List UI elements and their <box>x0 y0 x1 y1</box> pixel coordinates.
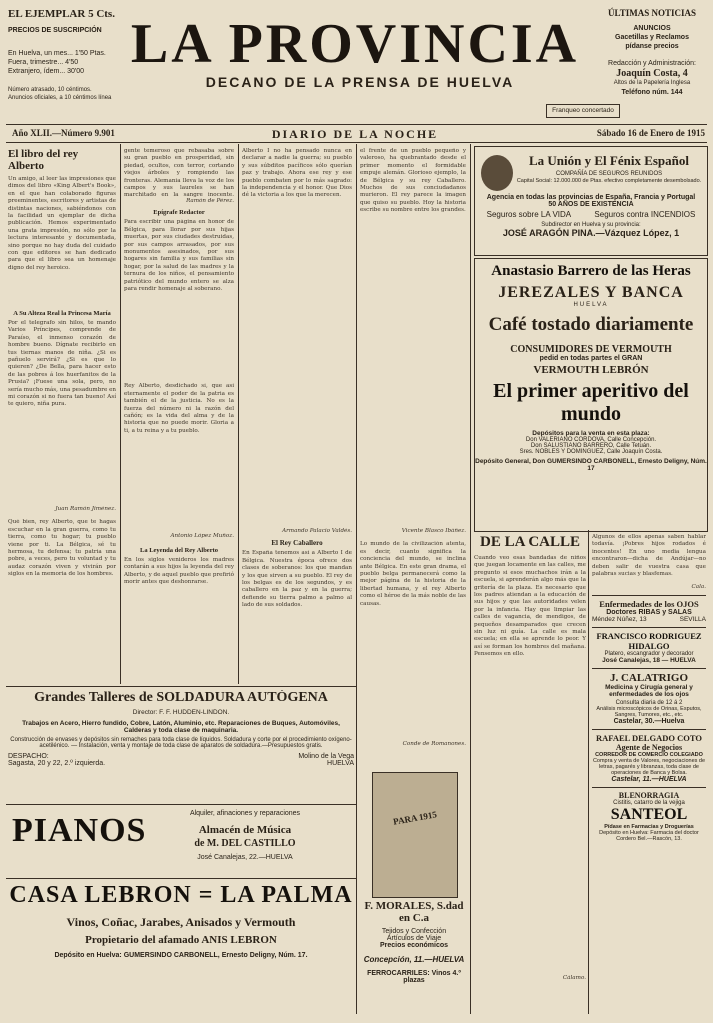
ad-ojos-title: Enfermedades de los OJOS <box>599 599 699 610</box>
article-2-text: Por el telegrafo sin hilos, te mando Varios Príncipes, comprende de Paraíso, el inmenso corazón de hombre bueno. Dígnate recibirlo en tus tiernas manos de niña. ¿Si es pañuelo servirá? ¿Si es que lo quieren? ¿De Bella, para hacer esto de las pobres á los huerfanitos de la Prusia? ¡Fuese una sola, pero, no sería mucho más, una pesadumbre en mi corazón si no fuera tan bueno! Así te quiero, niña pura. <box>8 320 116 408</box>
subs-line-1: En Huelva, un mes... 1'50 Ptas. <box>8 50 106 57</box>
ad-despacho-addr: Sagasta, 20 y 22, 2.º izquierda. <box>8 760 106 767</box>
masthead-title: LA PROVINCIA <box>130 13 580 75</box>
ad-santeol-dep: Depósito en Huelva: Farmacia del doctor Cordero Bel.—Rascón, 13. <box>599 830 699 843</box>
right-line-1: ANUNCIOS <box>633 25 671 32</box>
ad-morales-addr: Concepción, 11.—HUELVA <box>363 955 465 964</box>
tagline: DIARIO DE LA NOCHE <box>271 127 439 141</box>
ad-rodriguez <box>592 627 706 664</box>
ad-morales-ferro: FERROCARRILES: Vinos 4.º plazas <box>367 970 461 984</box>
ad-calatrigo-sub: Medicina y Cirugía general y enfermedades de los ojos <box>605 684 693 699</box>
ad-santeol <box>592 787 706 842</box>
ad-morales-title: F. MORALES, S.dad en C.a <box>364 900 464 924</box>
ad-depositos: Depósitos para la venta en esta plaza: <box>532 430 650 437</box>
article-3-text: Qué bien, rey Alberto, que te hagas escuchar en la gran guerra, como tu tierra, como tu hogar; tu pueblo viene por ti. La Bélgica, sé tu hermosa, tu defensa; tu patria una pobre, a veces, pero tu voluntad y tu audaz corazón viven y vivirán por siglos en la memoria de los hombres. <box>8 519 116 578</box>
price-label: EL EJEMPLAR 5 Cts. <box>8 8 115 20</box>
subs-title: PRECIOS DE SUSCRIPCIÓN <box>8 27 102 34</box>
col-rule-2 <box>238 144 239 684</box>
ad-santeol-title: SANTEOL <box>610 806 688 824</box>
de-la-calle-title: DE LA CALLE <box>479 534 581 550</box>
ad-union-fenix <box>474 146 708 256</box>
ad-rodriguez-sub: Platero, escangrador y decorador <box>604 651 694 658</box>
ad-union-incendios: Seguros contra INCENDIOS <box>594 210 696 219</box>
ad-cafe: Café tostado diariamente <box>488 314 694 335</box>
ad-huelva: HUELVA <box>327 760 354 767</box>
ad-morales-precios: Precios económicos <box>379 942 449 949</box>
ad-rafael-corredor: CORREDOR DE COMERCIO COLEGIADO <box>595 752 703 759</box>
article-6-title: La Leyenda del Rey Alberto <box>140 546 218 554</box>
rule-pianos <box>6 804 356 805</box>
ad-rafael-title: RAFAEL DELGADO COTO <box>596 733 702 744</box>
ad-rafael <box>592 729 706 783</box>
article-10-text: Lo mundo de la civilización atenta, es decir, cuanto significa la conciencia del mundo, se inclina ante Bélgica. En este gran drama, el pueblo belga permanecerá como la mejor página de la historia de la libertad humana, y el rey Alberto como el héroe de la más noble de las causas. <box>360 541 466 607</box>
ad-rafael-agente: Agente de Negocios <box>615 743 683 753</box>
article-6-text: En los siglos venideros los madres contarán a sus hijos la leyenda del rey Alberto, y de aquel pueblo que prefirió morir antes que deshonrarse. <box>124 556 234 586</box>
ad-ojos-city: SEVILLA <box>679 616 706 624</box>
ad-jerezales: JEREZALES Y BANCA <box>498 284 684 301</box>
ad-soldadura-text: Trabajos en Acero, Hierro fundido, Cobre, Latón, Aluminio, etc. Reparaciones de Buques, Automóviles, Calderas y toda clase de maquinaria. <box>22 720 340 734</box>
ad-calatrigo-text: Análisis microscópicos de Orinas, Esputos, Sangres, Tumores, etc., etc. <box>596 706 702 719</box>
ad-morales <box>360 900 468 1012</box>
ad-ojos <box>592 595 706 623</box>
issue-number: Año XLII.—Número 9.901 <box>12 128 115 138</box>
ad-santeol-cistitis: Cistitis, catarro de la vejiga <box>613 800 685 807</box>
price-box <box>8 8 116 120</box>
ad-casa-lebron-dep: Depósito en Huelva: GUMERSINDO CARBONELL, Ernesto Deligny, Núm. 17. <box>54 952 308 959</box>
ad-calatrigo <box>592 668 706 725</box>
col-rule-5 <box>588 530 589 1014</box>
column-1 <box>8 148 116 684</box>
article-4-title: Epígrafe Redactor <box>153 209 205 217</box>
right-line-2: Gacetillas y Reclamos <box>615 34 689 41</box>
right-line-5: Joaquín Costa, 4 <box>616 68 688 79</box>
ad-pianos-addr: José Canalejas, 22.—HUELVA <box>197 854 293 861</box>
right-line-6: Altos de la Papelería Inglesa <box>613 80 691 86</box>
ad-barrero-lebron <box>474 258 708 532</box>
ad-dep-3: Sres. NOBLES Y DOMINGUEZ, Calle Joaquín Costa. <box>519 449 663 455</box>
ad-soldadura <box>8 690 354 802</box>
ad-union-years: 50 AÑOS DE EXISTENCIA <box>548 201 634 208</box>
article-9-sign: Vicente Blasco Ibáñez. <box>401 528 466 534</box>
ad-ojos-doc: Doctores RIBAS y SALAS <box>606 609 692 617</box>
ad-union-name: JOSÉ ARAGÓN PINA.—Vázquez López, 1 <box>502 228 680 238</box>
phoenix-emblem-icon <box>481 155 513 191</box>
de-la-calle-text: Cuando veo esas bandadas de niños que juegan locamente en las calles, me pregunto si esos muchachos irán a la escuela, si aprenderán algo más que la gritería de la plaza. Es necesario que los padres atiendan a la educación de sus hijos y que las autoridades velen por la infancia. Hay que limpiar las calles de vagancia, de mendigos, de pequeños desamparados que crecen sin luz ni guía. La calle es mala escuela; en ella se aprende lo peor. Y así se forman los hombres del mañana. Pensemos en ello. <box>474 555 586 658</box>
de-la-calle-sign: Cálamo. <box>562 975 586 981</box>
ad-huelva-1: HUELVA <box>573 302 609 308</box>
ad-casa-lebron-vinos: Vinos, Coñac, Jarabes, Anisados y Vermouth <box>66 915 296 929</box>
algunos-text: Algunos de ellos apenas saben hablar todavía. ¡Pobres hijos rodados é inocentes! En uno media lengua encontraron—dicha de Andújar—no deben salir de vuestra casa que palabras sucias y blasfemas. <box>592 534 706 578</box>
rule-issue <box>6 142 707 143</box>
ad-union-vida: Seguros sobre LA VIDA <box>486 210 572 219</box>
subs-note: Número atrasado, 10 céntimos. Anuncios oficiales, a 10 céntimos línea <box>8 87 112 101</box>
ad-santeol-sub: Pídase en Farmacias y Droguerías <box>604 824 694 831</box>
article-9-text: el frente de un pueblo pequeño y valeroso, ha quebrantado desde el primer momento el formidable empuje alemán. Glorioso ejemplo, la de Bélgica y su rey Caballero. Muchos de sus conciudadanos murieron. El rey parece la imagen que quiso su pueblo. Hoy la historia escribe su nombre entre los grandes. <box>360 148 466 214</box>
column-2 <box>124 148 234 684</box>
ad-rafael-text: Compra y venta de Valores, negociaciones de letras, pagarés y libranzas, toda clase de operaciones de Banca y Bolsa. <box>592 758 706 777</box>
ad-rafael-addr: Castelar, 11.—HUELVA <box>611 776 687 784</box>
article-2-title: A Su Alteza Real la Princesa María <box>13 310 111 317</box>
issue-date: Sábado 16 de Enero de 1915 <box>596 128 705 138</box>
ad-soldadura-director: Director: F. F. HUDDEN-LINDON. <box>132 709 230 716</box>
ad-union-agencias: Agencia en todas las provincias de España, Francia y Portugal <box>486 194 696 201</box>
ad-dep-general: Depósito General, Don GUMERSINDO CARBONELL, Ernesto Deligny, Núm. 17 <box>475 458 707 472</box>
ad-union-title: La Unión y El Fénix Español <box>528 153 690 168</box>
article-7-text: Alberto I no ha pensado nunca en declarar a nadie la guerra; su pueblo y sus súbditos pacíficos sólo querían paz y trabajo. Ahora ese rey y ese pueblo combaten por lo más sagrado: la independencia y el honor. Que Dios dé la victoria a los que la merecen. <box>242 148 352 199</box>
ad-despacho: DESPACHO: <box>8 753 49 760</box>
franqueo-box: Franqueo concertado <box>546 104 620 118</box>
right-head: ÚLTIMAS NOTICIAS <box>608 8 696 18</box>
ad-pianos-almacen: Almacén de Música <box>198 824 292 836</box>
ad-pedid: pedid en todas partes el GRAN <box>539 355 643 362</box>
calendar-label: PARA 1915 <box>392 809 438 827</box>
ad-pianos-title: PIANOS <box>12 812 147 849</box>
ad-casa-lebron-title: CASA LEBRON = LA PALMA <box>9 882 353 908</box>
article-4-text: Para escribir una página en honor de Bélgica, para llorar por sus hijas muertas, por sus ciudades destruidas, por sus campos arrasados, por sus monumentos asesinados, por sus hogares sin familia y sus familias sin hogar, por la salud de las madres y la ternura de los niños, el pensamiento patriótico del mundo entero se alza para rendir homenaje al soberano. <box>124 219 234 293</box>
article-2-sign: Juan Ramón Jiménez. <box>55 506 116 512</box>
ad-union-rep: Subdirector en Huelva y su provincia: <box>541 222 641 228</box>
article-7-sign: Armando Palacio Valdés. <box>282 528 352 534</box>
col-rule-1 <box>120 144 121 684</box>
ad-casa-lebron <box>8 882 354 1012</box>
ad-soldadura-text2: Construcción de envases y depósitos sin remaches para toda clase de líquidos. Soldadura y corte por el procedimiento oxígeno-acetilénico. — Instalación, venta y montaje de toda clase de aparatos de soldadura.—Presupuestos gratis. <box>10 737 352 749</box>
rule-top <box>6 124 707 125</box>
ad-aperitivo: El primer aperitivo del mundo <box>493 380 689 425</box>
ad-dep-1: Don VALERIANO CORDOVA, Calle Concepción. <box>525 437 657 443</box>
masthead-subtitle: DECANO DE LA PRENSA DE HUELVA <box>205 74 515 90</box>
subs-line-2: Fuera, trimestre... 4'50 <box>8 59 79 66</box>
ad-soldadura-title: Grandes Talleres de SOLDADURA AUTÓGENA <box>34 690 328 705</box>
subs-line-3: Extranjero, ídem... 30'00 <box>8 68 85 75</box>
column-de-la-calle <box>474 534 586 1012</box>
ad-pianos <box>8 806 354 876</box>
algunos-sign: Cala. <box>691 584 706 590</box>
ad-casa-lebron-prop: Propietario del afamado ANIS LEBRON <box>85 934 277 946</box>
article-5-text: Rey Alberto, desdichado sí, que así eternamente el poder de la patria es también el de la justicia. No es la fuerza del número ni la razón del cañón; es la vida del alma y de la historia que no puede morir. Gloria a ti, a tu reina y a tu pueblo. <box>124 383 234 434</box>
ad-union-sub: COMPAÑÍA DE SEGUROS REUNIDOS <box>555 171 663 177</box>
rule-lebron <box>6 878 356 879</box>
col-rule-4 <box>470 144 471 1014</box>
ad-dep-2: Don SALUSTIANO BARRERO, Calle Tetuán. <box>530 443 652 449</box>
ad-calatrigo-consulta: Consulta diaria de 12 á 2 <box>615 700 683 707</box>
col-rule-3 <box>356 144 357 1014</box>
article-4-sign-a: Ramón de Pérez. <box>186 198 234 204</box>
ad-pianos-sub: Alquiler, afinaciones y reparaciones <box>189 810 301 817</box>
right-line-7: Teléfono núm. 144 <box>621 89 683 96</box>
ad-calatrigo-addr: Castelar, 30.—Huelva <box>613 718 685 726</box>
ad-santeol-blen: BLENORRAGIA <box>618 791 680 801</box>
ad-rodriguez-title: FRANCISCO RODRIGUEZ HIDALGO <box>596 631 702 652</box>
ad-union-capital: Capital Social: 12.000.000 de Ptas. efectivo completamente desembolsado. <box>516 178 702 184</box>
ad-calatrigo-title: J. CALATRIGO <box>609 672 689 685</box>
calendar-image <box>372 772 458 898</box>
article-4-lead: gente temeroso que rebasaba sobre su gran pueblo en prosperidad, sin piedad, ocultos, con terror, cortando viejos árboles y rompiendo las fronteras. Alemania lleva la voz de los campos y sus laureles se han marchitado en la sangre inocente. <box>124 148 234 198</box>
article-5-sign: Antonio López Muñoz. <box>170 533 234 540</box>
ad-vermouth-lebron: VERMOUTH LEBRÓN <box>533 364 649 376</box>
article-8-title: El Rey Caballero <box>271 539 323 548</box>
right-line-3: pídanse precios <box>625 43 679 50</box>
ad-consumidores: CONSUMIDORES DE VERMOUTH <box>510 344 672 355</box>
rule-ads <box>6 686 356 687</box>
article-10-sign: Conde de Romanones. <box>402 741 466 748</box>
ad-ojos-addr: Méndez Núñez, 13 <box>592 616 647 624</box>
article-8-text: En España tenemos así a Alberto I de Bélgica. Nuestra época ofrece dos clases de soberanos: los que mandan y los que sirven a su pueblo. El rey de los belgas es de los segundos, y es caballero en la paz y en la guerra; defiende su tierra palmo a palmo al lado de sus soldados. <box>242 550 352 609</box>
ad-pianos-castillo: de M. DEL CASTILLO <box>194 838 296 849</box>
article-1-text: Un amigo, al leer las impresiones que dimos del libro «King Albert's Book», en el que han colaborado figuras preeminentes, escritores y artistas de distintas naciones, sabiéndonos con la facilidad un ejemplar de dicha publicación. Hemos experimentado una grata impresión, no sólo por la lectura interesante y documentada, sino porque no hay duda del cuidado con que editores se han dedicado para que el libro sea un homenaje digno del rey heroico. <box>8 176 116 271</box>
ad-molino: Molino de la Vega <box>298 753 354 760</box>
ad-rodriguez-addr: José Canalejas, 18 — HUELVA <box>602 657 696 665</box>
ad-morales-tejidos: Tejidos y Confección <box>381 928 447 935</box>
right-box <box>598 8 706 120</box>
ad-barrero: Anastasio Barrero de las Heras <box>491 263 691 279</box>
column-small-ads <box>592 534 706 1014</box>
ad-morales-articulos: Artículos de Viaje <box>386 935 442 942</box>
column-4 <box>360 148 466 768</box>
column-3 <box>242 148 352 1008</box>
article-1-title: El libro del rey Alberto <box>8 148 79 172</box>
right-line-4: Redacción y Administración: <box>608 60 696 67</box>
